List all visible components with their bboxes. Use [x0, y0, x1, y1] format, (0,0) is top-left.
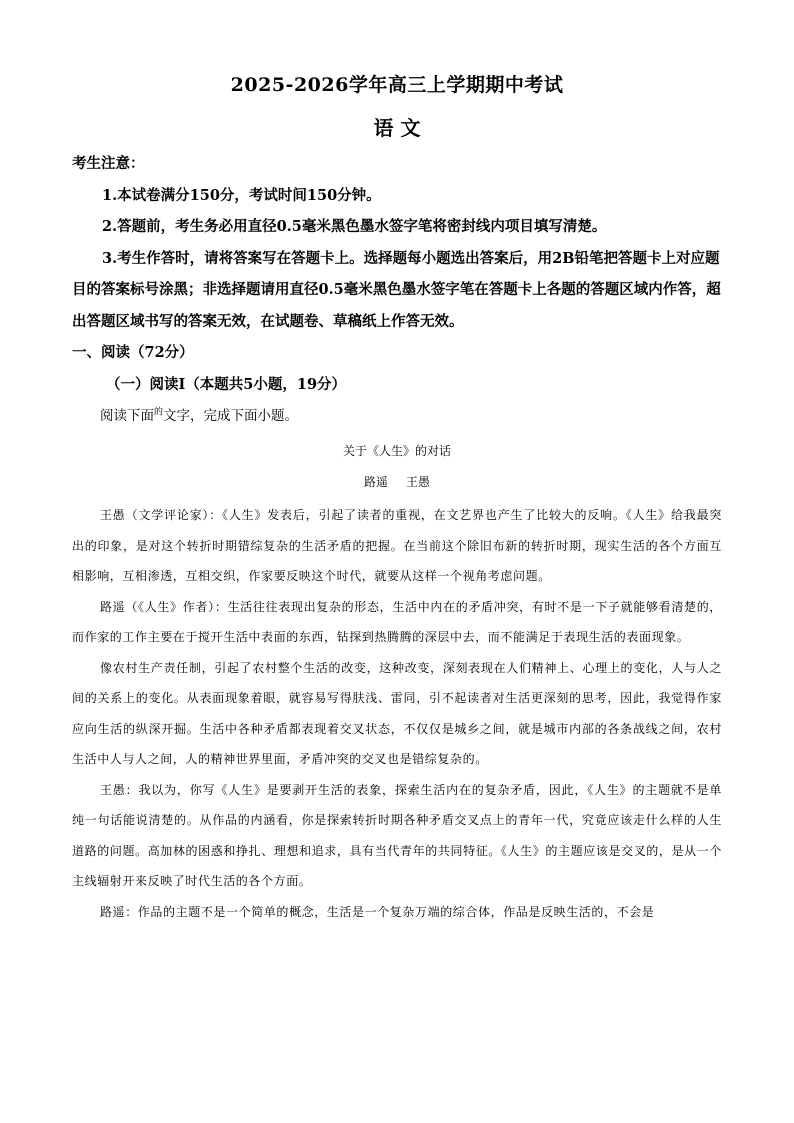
notice-item-2: 2.答题前，考生务必用直径0.5毫米黑色墨水签字笔将密封线内项目填写清楚。	[102, 218, 607, 235]
notice-block	[72, 148, 722, 400]
exam-title: 2025-2026学年高三上学期期中考试	[230, 74, 564, 96]
article-author-2: 王愚	[406, 475, 431, 489]
article-author-1: 路遥	[363, 475, 388, 489]
instruction-text-after: 文字，完成下面小题。	[163, 408, 299, 424]
subsection-heading: （一）阅读Ⅰ（本题共5小题，19分）	[106, 375, 347, 393]
instruction-text-before: 阅读下面	[100, 408, 154, 424]
exam-subject: 语 文	[373, 116, 421, 140]
article-paragraph-3: 像农村生产责任制，引起了农村整个生活的改变，这种改变，深刻表现在人们精神上、心理上的变化，人与人之间的关系上的变化。从表面现象着眼，就容易写得肤浅、雷同，引不起读者对生活更深刻的思考，因此，我觉得作家应向生活的纵深开掘。生活中各种矛盾都表现着交叉状态，不仅仅是城乡之间，就是城市内部的各条战线之间，农村生活中人与人之间，人的精神世界里面，矛盾冲突的交叉也是错综复杂的。	[72, 660, 722, 766]
article-paragraph-1: 王愚（文学评论家）：《人生》发表后，引起了读者的重视，在文艺界也产生了比较大的反响。《人生》给我最突出的印象，是对这个转折时期错综复杂的生活矛盾的把握。在当前这个除旧布新的转折时期，现实生活的各个方面互相影响，互相渗透，互相交织，作家要反映这个时代，就要从这样一个视角考虑问题。	[72, 508, 722, 583]
article-paragraph-4: 王愚：我以为，你写《人生》是要剥开生活的表象，探索生活内在的复杂矛盾，因此，《人生》的主题就不是单纯一句话能说清楚的。从作品的内涵看，你是探索转折时期各种矛盾交叉点上的青年一代，究竟应该走什么样的人生道路的问题。高加林的困惑和挣扎、理想和追求，具有当代青年的共同特征。《人生》的主题应该是交叉的，是从一个主线辐射开来反映了时代生活的各个方面。	[72, 782, 722, 888]
reading-instruction	[100, 404, 298, 424]
article-body	[72, 500, 722, 927]
notice-item-1: 1.本试卷满分150分，考试时间150分钟。	[102, 186, 381, 204]
article-paragraph-2: 路遥（《人生》作者）：生活往往表现出复杂的形态，生活中内在的矛盾冲突，有时不是一下子就能够看清楚的，而作家的工作主要在于搅开生活中表面的东西，钻探到热腾腾的深层中去，而不能满足于表现生活的表面现象。	[72, 599, 722, 644]
notice-item-3: 3.考生作答时，请将答案写在答题卡上。选择题每小题选出答案后，用2B铅笔把答题卡上对应题目的答案标号涂黑；非选择题请用直径0.5毫米黑色墨水签字笔在答题卡上各题的答题区域内作答，超出答题区域书写的答案无效，在试题卷、草稿纸上作答无效。	[72, 249, 721, 330]
article-paragraph-5: 路遥：作品的主题不是一个简单的概念，生活是一个复杂万端的综合体，作品是反映生活的，不会是	[100, 904, 655, 919]
article-title: 关于《人生》的对话	[342, 444, 451, 458]
instruction-superscript: 的	[154, 407, 164, 418]
article-authors	[0, 473, 794, 490]
notice-heading: 考生注意：	[72, 155, 145, 172]
section-heading: 一、阅读（72分）	[72, 344, 194, 361]
